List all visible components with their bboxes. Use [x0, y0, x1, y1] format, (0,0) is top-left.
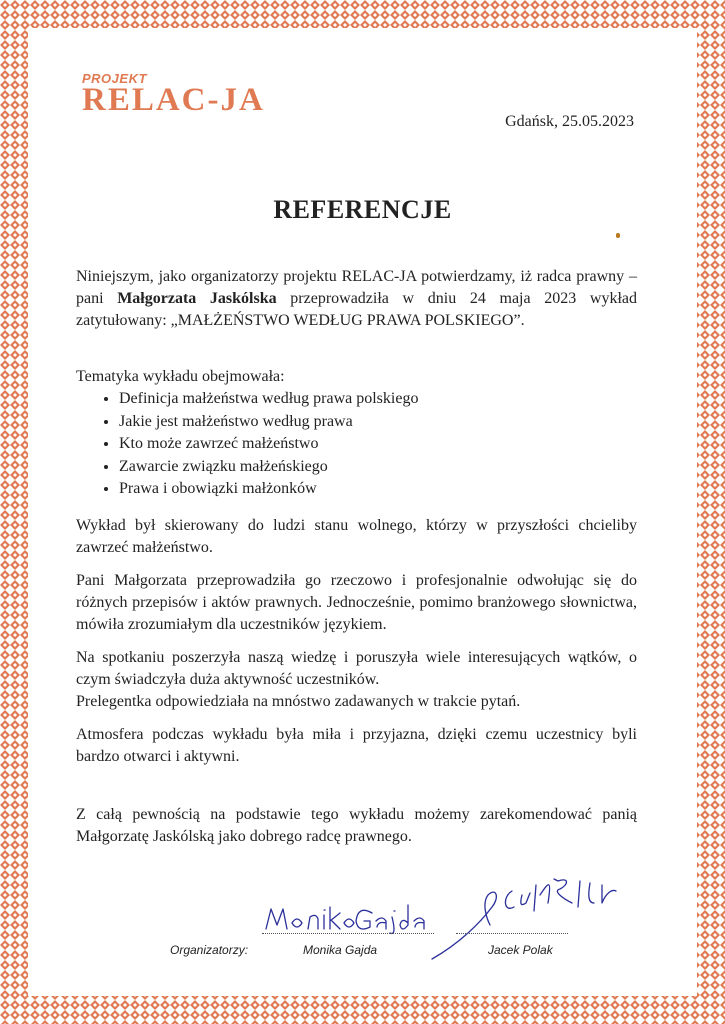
letter-body — [76, 266, 637, 848]
ink-speck — [616, 233, 620, 238]
conduct-paragraph: Pani Małgorzata przeprowadziła go rzeczowo i profesjonalnie odwołując się do różnych przepisów i aktów prawnych. Jednocześnie, pomimo branżowego słownictwa, mówiła zrozumiałym dla uczestników językiem. — [76, 571, 637, 633]
signer-name-1: Monika Gajda — [303, 943, 378, 957]
meeting-paragraph-1: Na spotkaniu poszerzyła naszą wiedzę i poruszyła wiele interesujących wątków, o czym świadczyła duża aktywność uczestników. — [76, 648, 637, 688]
audience-paragraph: Wykład był skierowany do ludzi stanu wolnego, którzy w przyszłości chcieliby zawrzeć małżeństwo. — [76, 516, 637, 556]
list-item: • Jakie jest małżeństwo według prawa — [119, 411, 637, 434]
signature-area — [0, 865, 725, 975]
atmosphere-paragraph: Atmosfera podczas wykładu była miła i przyjazna, dzięki czemu uczestnicy byli bardzo otwarci i aktywni. — [76, 725, 637, 765]
letter-title: REFERENCJE — [273, 195, 452, 224]
intro-paragraph — [76, 266, 637, 332]
lecturer-name: Małgorzata Jaskólska — [117, 290, 277, 307]
organizers-label: Organizatorzy: — [170, 943, 249, 957]
topics-label: Tematyka wykładu obejmowała: — [76, 368, 285, 385]
signature-line-2 — [456, 933, 568, 934]
list-item: • Zawarcie związku małżeńskiego — [119, 456, 637, 479]
signature-monika-gajda — [262, 901, 432, 935]
topics-list — [76, 388, 637, 501]
meeting-paragraph-2: Prelegentka odpowiedziała na mnóstwo zadawanych w trakcie pytań. — [76, 692, 521, 710]
signer-name-2: Jacek Polak — [488, 943, 553, 957]
letter-date: Gdańsk, 25.05.2023 — [505, 113, 634, 130]
list-item: • Prawa i obowiązki małżonków — [119, 478, 637, 501]
list-item: • Kto może zawrzeć małżeństwo — [119, 433, 637, 456]
recommendation-paragraph: Z całą pewnością na podstawie tego wykładu możemy zarekomendować panią Małgorzatę Jaskólską jako dobrego radcę prawnego. — [76, 805, 637, 845]
logo-big-text: RELAC-JA — [82, 82, 265, 118]
intro-text-after: przeprowadziła w dniu 24 maja 2023 wykład zatytułowany: „MAŁŻEŃSTWO WEDŁUG PRAWA POLSKIEGO”. — [76, 290, 638, 329]
project-logo — [82, 71, 265, 118]
intro-text-before: Niniejszym, jako organizatorzy projektu RELAC-JA potwierdzamy, iż radca prawny – pani — [76, 268, 637, 307]
signature-line-1 — [262, 933, 434, 934]
logo-small-text: PROJEKT — [82, 71, 147, 86]
list-item: • Definicja małżeństwa według prawa polskiego — [119, 388, 637, 411]
